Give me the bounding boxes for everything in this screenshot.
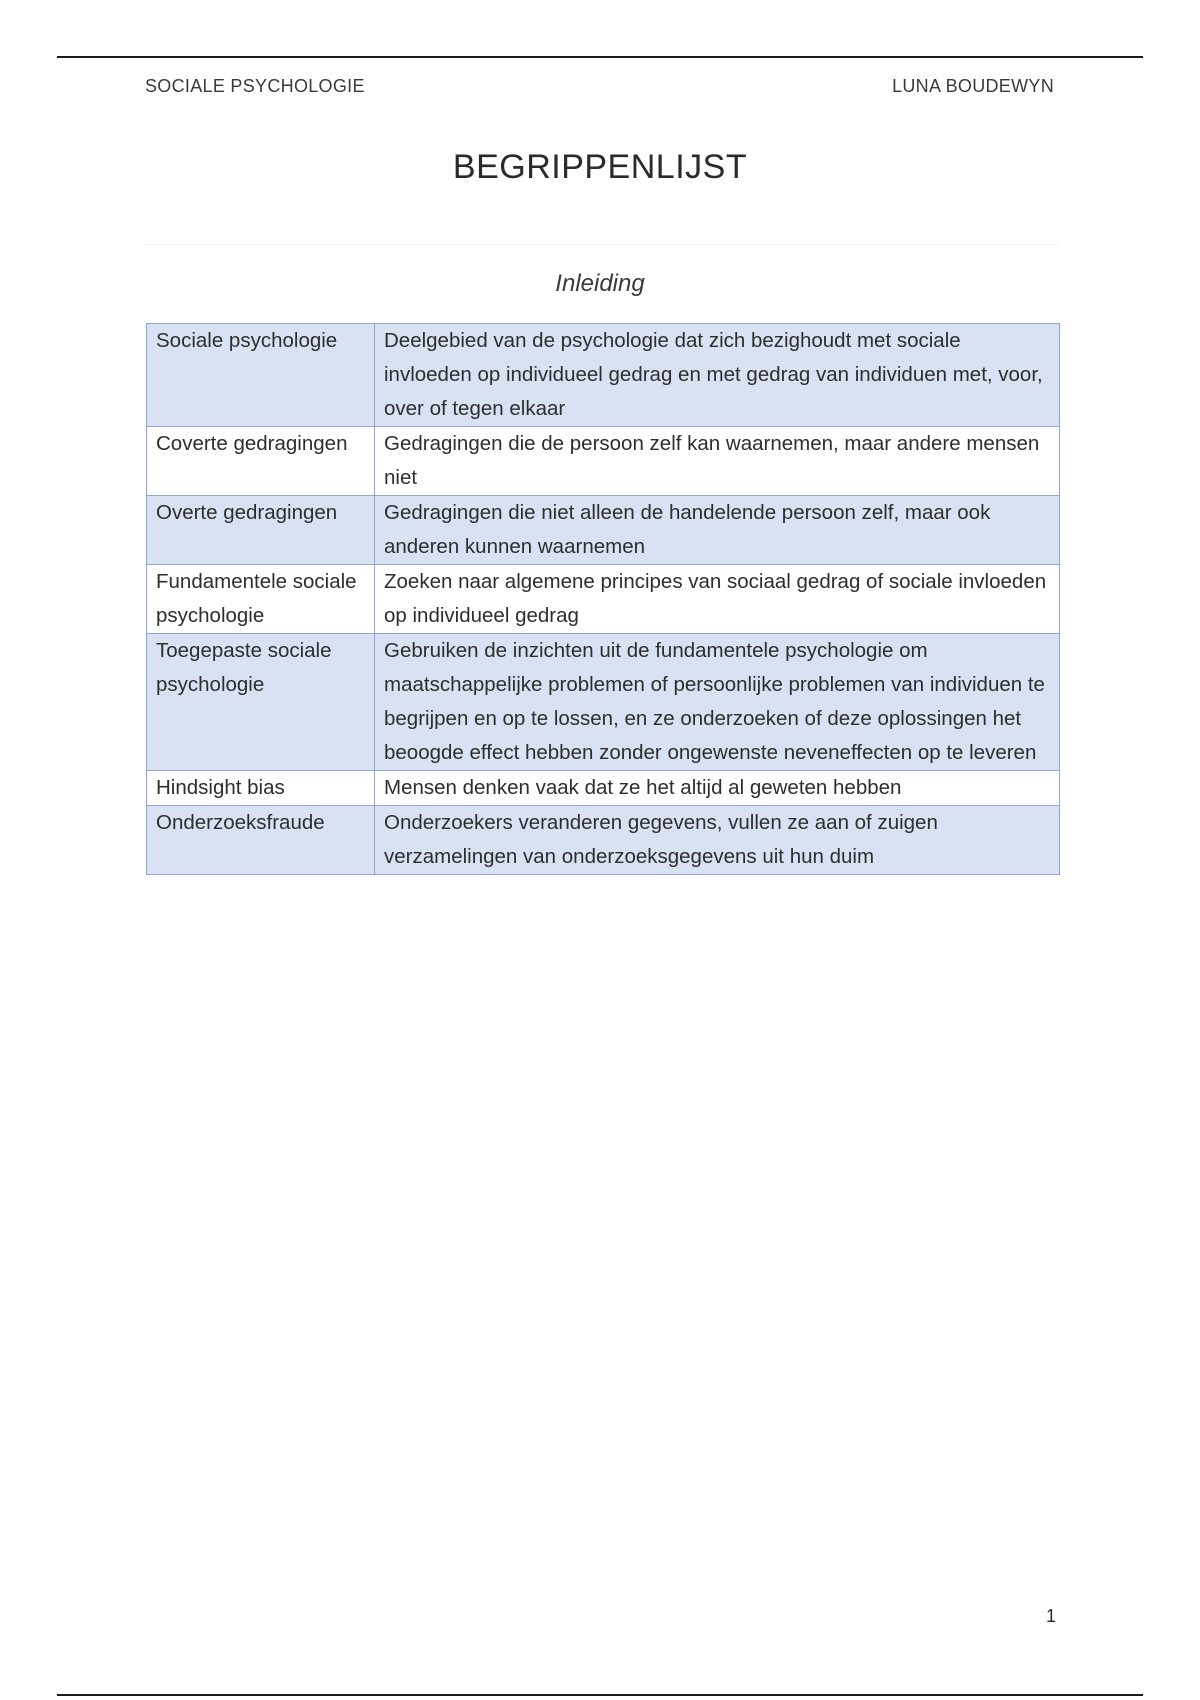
definition-cell: Deelgebied van de psychologie dat zich bezighoudt met sociale invloeden op individueel gedrag en met gedrag van individuen met, voor, over of tegen elkaar (375, 324, 1060, 427)
definition-cell: Mensen denken vaak dat ze het altijd al geweten hebben (375, 771, 1060, 806)
table-row (147, 496, 1060, 565)
definition-cell: Gedragingen die niet alleen de handelende persoon zelf, maar ook anderen kunnen waarnemen (375, 496, 1060, 565)
definition-cell: Zoeken naar algemene principes van sociaal gedrag of sociale invloeden op individueel gedrag (375, 565, 1060, 634)
document-title: BEGRIPPENLIJST (452, 148, 748, 186)
term-cell: Overte gedragingen (147, 496, 375, 565)
header-course-title: SOCIALE PSYCHOLOGIE (145, 76, 365, 96)
header-author: LUNA BOUDEWYN (892, 76, 1054, 96)
definition-cell: Gebruiken de inzichten uit de fundamentele psychologie om maatschappelijke problemen of persoonlijke problemen van individuen te begrijpen en op te lossen, en ze onderzoeken of deze oplossingen het beoogde effect hebben zonder ongewenste neveneffecten op te leveren (375, 634, 1060, 771)
term-cell: Hindsight bias (147, 771, 375, 806)
footer-rule (57, 1694, 1143, 1696)
table-row (147, 634, 1060, 771)
term-cell: Onderzoeksfraude (147, 806, 375, 875)
term-cell: Coverte gedragingen (147, 427, 375, 496)
table-row (147, 427, 1060, 496)
definition-cell: Gedragingen die de persoon zelf kan waarnemen, maar andere mensen niet (375, 427, 1060, 496)
term-cell: Toegepaste sociale psychologie (147, 634, 375, 771)
definition-cell: Onderzoekers veranderen gegevens, vullen ze aan of zuigen verzamelingen van onderzoeksgegevens uit hun duim (375, 806, 1060, 875)
section-divider (145, 244, 1059, 245)
running-header (145, 76, 1054, 97)
glossary-table (146, 323, 1060, 875)
term-cell: Fundamentele sociale psychologie (147, 565, 375, 634)
page-number: 1 (1046, 1606, 1057, 1626)
table-row (147, 565, 1060, 634)
table-row (147, 806, 1060, 875)
term-cell: Sociale psychologie (147, 324, 375, 427)
section-heading: Inleiding (555, 270, 645, 297)
header-rule (57, 56, 1143, 58)
table-row (147, 324, 1060, 427)
table-row (147, 771, 1060, 806)
